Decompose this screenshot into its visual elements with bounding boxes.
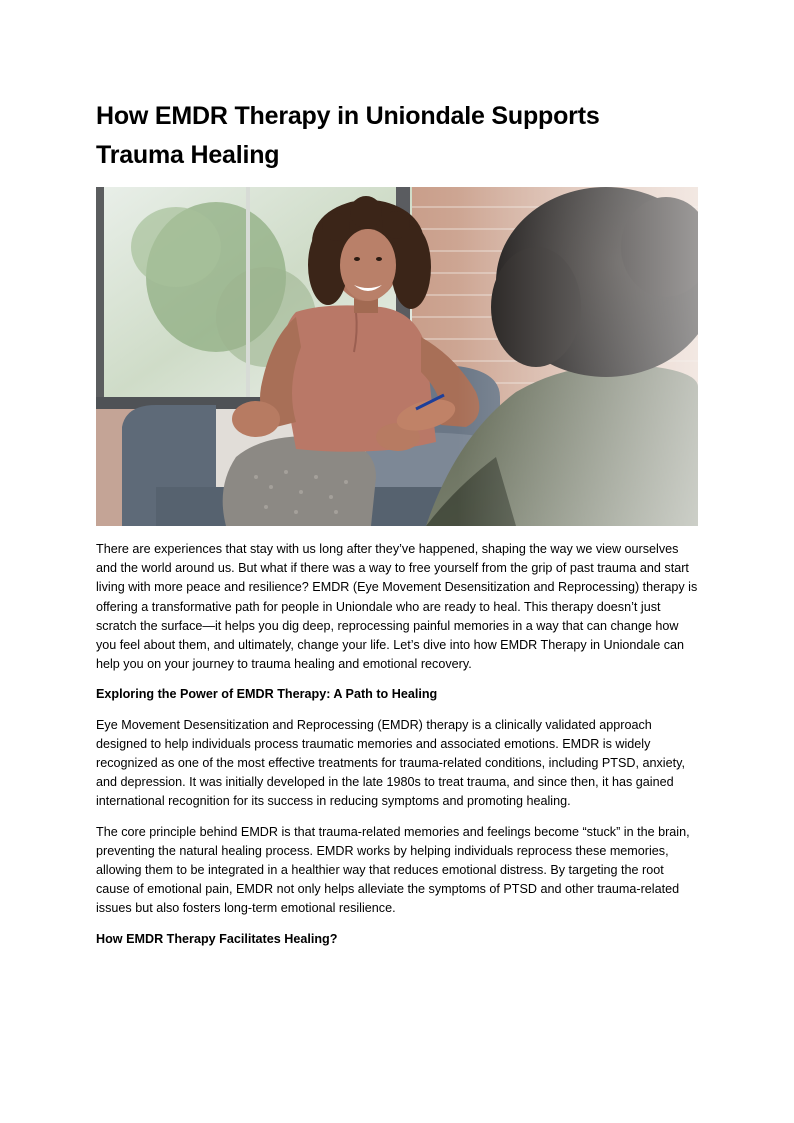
title-line-1: How EMDR Therapy in Uniondale Supports xyxy=(96,102,600,130)
section1-paragraph-1: Eye Movement Desensitization and Reprocessing (EMDR) therapy is a clinically validated approach designed to help individuals process traumatic memories and associated emotions. EMDR is widely recognized as one of the most effective treatments for trauma-related conditions, including PTSD, anxiety, and depression. It was initially developed in the late 1980s to treat trauma, and since then, it has gained international recognition for its success in reducing symptoms and promoting healing. xyxy=(96,717,685,809)
intro-paragraph: There are experiences that stay with us long after they’ve happened, shaping the way we view ourselves and the world around us. But what if there was a way to free yourself from the grip of past trauma and start living with more peace and resilience? EMDR (Eye Movement Desensitization and Reprocessing) therapy is offering a transformative path for people in Uniondale who are ready to heal. This therapy doesn’t just scratch the surface—it helps you dig deep, reprocessing painful memories in a way that can change how you feel about them, and ultimately, change your life. Let’s dive into how EMDR Therapy in Uniondale can help you on your journey to trauma healing and emotional recovery. xyxy=(96,542,698,672)
title-line-2: Trauma Healing xyxy=(96,141,280,169)
section1-paragraph-2: The core principle behind EMDR is that trauma-related memories and feelings become “stuck” in the brain, preventing the natural healing process. EMDR works by helping individuals reprocess these memories, allowing them to be integrated in a healthier way that reduces emotional distress. By targeting the root cause of emotional pain, EMDR not only helps alleviate the symptoms of PTSD and other trauma-related issues but also fosters long-term emotional resilience. xyxy=(96,824,690,916)
page-title xyxy=(96,97,698,175)
section-heading-facilitates-healing: How EMDR Therapy Facilitates Healing? xyxy=(96,931,338,946)
section-heading-exploring-power: Exploring the Power of EMDR Therapy: A Path to Healing xyxy=(96,687,438,702)
hero-photo-therapy-session xyxy=(96,187,698,526)
document-page xyxy=(96,97,698,949)
